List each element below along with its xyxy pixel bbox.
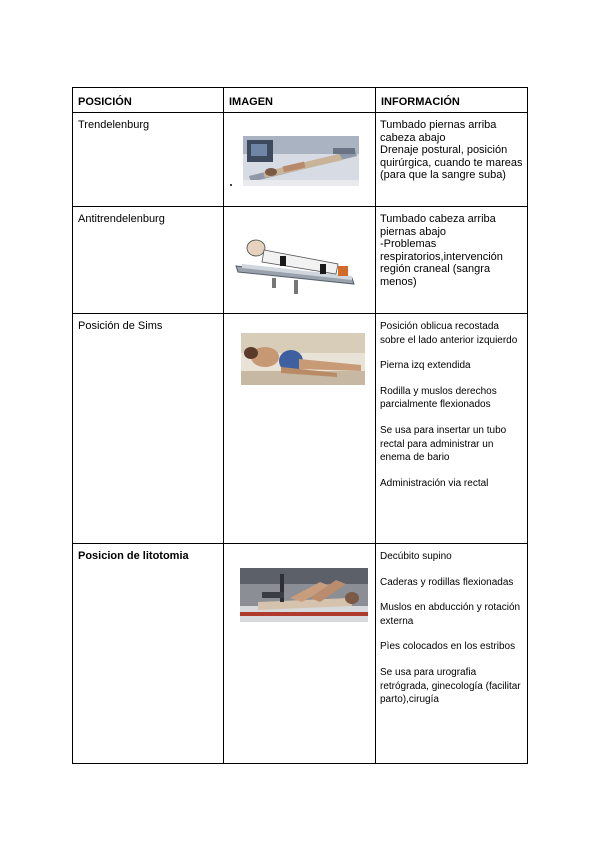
info-cell — [376, 207, 528, 314]
image-cell — [224, 544, 376, 764]
info-line: -Problemas respiratorios,intervención región craneal (sangra menos) — [380, 238, 503, 288]
header-image: IMAGEN — [224, 88, 376, 113]
info-line: Tumbado cabeza arriba piernas abajo — [380, 213, 496, 238]
trendelenburg-photo — [243, 136, 359, 186]
positions-table — [72, 87, 528, 764]
lithotomy-position-photo — [240, 568, 368, 622]
antitrendelenburg-illustration — [234, 222, 364, 294]
info-line: Tumbado piernas arriba cabeza abajo — [380, 119, 497, 144]
image-cell — [224, 207, 376, 314]
info-line: Administración via rectal — [380, 477, 489, 489]
position-name: Trendelenburg — [73, 113, 224, 207]
info-line: Rodilla y muslos derechos parcialmente flexionados — [380, 385, 497, 411]
image-cell — [224, 113, 376, 207]
table-header-row — [73, 88, 528, 113]
info-line: Caderas y rodillas flexionadas — [380, 576, 514, 588]
position-name: Posicion de litotomia — [73, 544, 224, 764]
header-information: INFORMACIÓN — [376, 88, 528, 113]
sims-position-photo — [241, 333, 365, 385]
image-cell — [224, 314, 376, 544]
info-cell — [376, 113, 528, 207]
position-name: Antitrendelenburg — [73, 207, 224, 314]
table-row — [73, 314, 528, 544]
info-line: Pierna izq extendida — [380, 360, 471, 372]
header-position: POSICIÓN — [73, 88, 224, 113]
info-line: Decúbito supino — [380, 551, 452, 562]
table-row — [73, 207, 528, 314]
position-name: Posición de Sims — [73, 314, 224, 544]
info-cell — [376, 314, 528, 544]
info-line: Posición oblicua recostada sobre el lado anterior izquierdo — [380, 321, 518, 346]
stray-dot — [230, 184, 232, 186]
info-line: Muslos en abducción y rotación externa — [380, 602, 521, 627]
info-line: Se usa para urografia retrógrada, ginecología (facilitar parto),cirugía — [380, 666, 521, 706]
info-cell — [376, 544, 528, 764]
info-line: Drenaje postural, posición quirúrgica, cuando te mareas (para que la sangre suba) — [380, 144, 523, 182]
table-row — [73, 113, 528, 207]
table-row — [73, 544, 528, 764]
info-line: Se usa para insertar un tubo rectal para administrar un enema de bario — [380, 424, 507, 464]
info-line: Pìes colocados en los estribos — [380, 641, 516, 653]
